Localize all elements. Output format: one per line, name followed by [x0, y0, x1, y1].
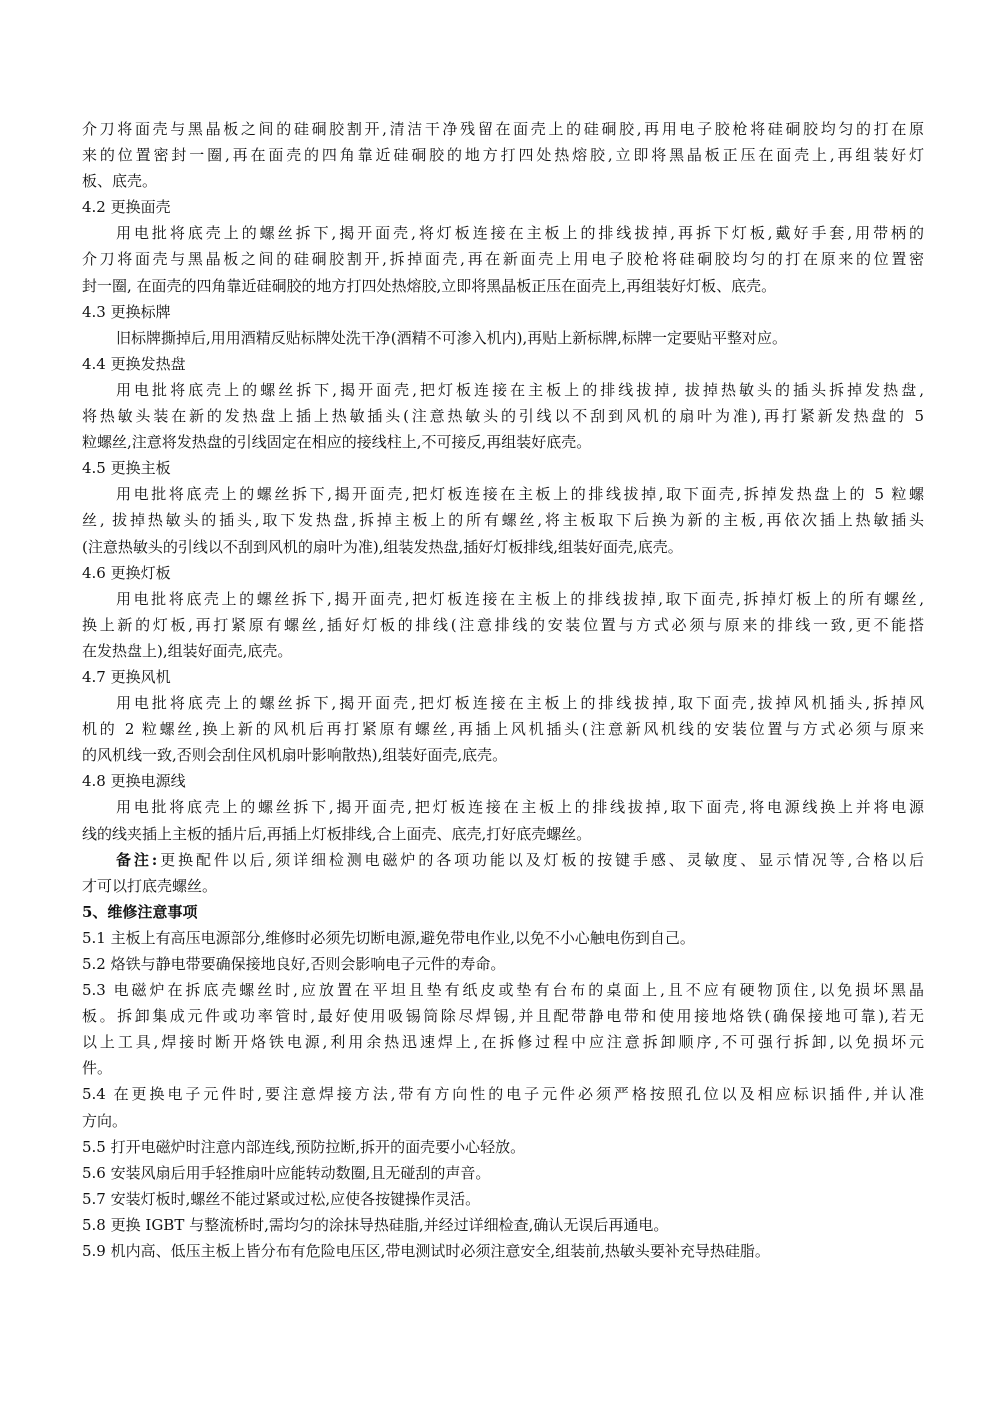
text-line — [82, 664, 924, 690]
text-line — [82, 429, 924, 455]
text-line — [82, 925, 924, 951]
line-text: 5.2 烙铁与静电带要确保接地良好,否则会影响电子元件的寿命。 — [82, 955, 506, 973]
line-text: 介刀将面壳与黑晶板之间的硅硐胶割开,拆掉面壳,再在新面壳上用电子胶枪将硅硐胶均匀的打在原来的位置密 — [82, 250, 924, 269]
line-text: 旧标牌撕掉后,用用酒精反贴标牌处洗干净(酒精不可渗入机内),再贴上新标牌,标牌一定要贴平整对应。 — [116, 328, 788, 347]
line-text: 将热敏头装在新的发热盘上插上热敏插头(注意热敏头的引线以不刮到风机的扇叶为准),再打紧新发热盘的 5 — [82, 407, 924, 426]
text-line — [82, 768, 924, 794]
text-line — [82, 273, 924, 299]
text-line — [82, 1212, 924, 1238]
line-text: 4.8 更换电源线 — [82, 772, 186, 791]
line-text: 以上工具,焊接时断开烙铁电源,利用余热迅速焊上,在拆修过程中应注意拆卸顺序,不可强行拆卸,以免损坏元 — [82, 1033, 924, 1052]
line-text: 换上新的灯板,再打紧原有螺丝,插好灯板的排线(注意排线的安装位置与方式必须与原来的排线一致,更不能搭 — [82, 615, 924, 634]
line-text: 丝, 拔掉热敏头的插头,取下发热盘,拆掉主板上的所有螺丝,将主板取下后换为新的主板,再依次插上热敏插头 — [82, 511, 924, 530]
text-line — [82, 1238, 924, 1264]
text-line — [82, 403, 924, 429]
text-line — [82, 1134, 924, 1160]
text-line — [82, 220, 924, 246]
text-line — [82, 586, 924, 612]
text-line — [82, 246, 924, 272]
line-text: 4.3 更换标牌 — [82, 302, 171, 321]
line-text: 用电批将底壳上的螺丝拆下,揭开面壳,把灯板连接在主板上的排线拔掉, 拔掉热敏头的插头拆掉发热盘, — [116, 380, 924, 399]
text-line — [82, 299, 924, 325]
text-line — [82, 742, 924, 768]
text-line — [82, 481, 924, 507]
line-text: 在发热盘上),组装好面壳,底壳。 — [82, 641, 293, 660]
text-line — [82, 1160, 924, 1186]
text-line — [82, 690, 924, 716]
line-text: 5.7 安装灯板时,螺丝不能过紧或过松,应使各按键操作灵活。 — [82, 1189, 481, 1208]
text-line — [82, 951, 924, 977]
line-text: 来的位置密封一圈,再在面壳的四角靠近硅硐胶的地方打四处热熔胶,立即将黑晶板正压在面壳上,再组装好灯 — [82, 146, 924, 165]
text-line — [82, 794, 924, 820]
text-line — [82, 1055, 924, 1081]
text-line — [82, 1081, 924, 1107]
line-text: 5.5 打开电磁炉时注意内部连线,预防拉断,拆开的面壳要小心轻放。 — [82, 1137, 526, 1156]
line-text: 介刀将面壳与黑晶板之间的硅硐胶割开,清洁干净残留在面壳上的硅硐胶,再用电子胶枪将硅硐胶均匀的打在原 — [82, 120, 924, 138]
text-line — [82, 1186, 924, 1212]
text-line — [82, 1003, 924, 1029]
line-text: 方向。 — [82, 1111, 128, 1130]
line-text: 5.4 在更换电子元件时,要注意焊接方法,带有方向性的电子元件必须严格按照孔位以及相应标识插件,并认准 — [82, 1085, 924, 1104]
line-text: 封一圈, 在面壳的四角靠近硅硐胶的地方打四处热熔胶,立即将黑晶板正压在面壳上,再组装好灯板、底壳。 — [82, 276, 777, 295]
line-text: 线的线夹插上主板的插片后,再插上灯板排线,合上面壳、底壳,打好底壳螺丝。 — [82, 824, 592, 843]
line-text: 4.2 更换面壳 — [82, 198, 171, 217]
text-line — [82, 1108, 924, 1134]
text-line — [82, 194, 924, 220]
line-text: 更换配件以后,须详细检测电磁炉的各项功能以及灯板的按键手感、灵敏度、显示情况等,合格以后 — [157, 850, 924, 869]
document-page — [82, 116, 924, 1264]
line-text: 板、底壳。 — [82, 172, 158, 191]
text-line — [82, 1029, 924, 1055]
text-line — [82, 507, 924, 533]
line-text: 用电批将底壳上的螺丝拆下,揭开面壳,把灯板连接在主板上的排线拔掉,取下面壳,将电源线换上并将电源 — [116, 798, 924, 817]
text-line — [82, 142, 924, 168]
text-line — [82, 977, 924, 1003]
line-text: 用电批将底壳上的螺丝拆下,揭开面壳,把灯板连接在主板上的排线拔掉,取下面壳,拆掉发热盘上的 5 粒螺 — [116, 485, 924, 504]
text-line — [82, 534, 924, 560]
line-text: 才可以打底壳螺丝。 — [82, 876, 218, 895]
line-text: 5.1 主板上有高压电源部分,维修时必须先切断电源,避免带电作业,以免不小心触电伤到自己。 — [82, 928, 695, 947]
text-line — [82, 716, 924, 742]
line-text: 5.3 电磁炉在拆底壳螺丝时,应放置在平坦且垫有纸皮或垫有台布的桌面上,且不应有硬物顶住,以免损坏黑晶 — [82, 981, 924, 1000]
text-line — [82, 873, 924, 899]
line-text: 用电批将底壳上的螺丝拆下,揭开面壳,把灯板连接在主板上的排线拔掉,取下面壳,拔掉风机插头,拆掉风 — [116, 694, 924, 713]
text-line — [82, 325, 924, 351]
line-text: 4.6 更换灯板 — [82, 563, 171, 582]
text-line — [82, 612, 924, 638]
line-text: (注意热敏头的引线以不刮到风机的扇叶为准),组装发热盘,插好灯板排线,组装好面壳,底壳。 — [82, 537, 683, 556]
text-line — [82, 847, 924, 873]
text-line — [82, 351, 924, 377]
line-text: 5、维修注意事项 — [82, 902, 198, 921]
line-text: 5.9 机内高、低压主板上皆分布有危险电压区,带电测试时必须注意安全,组装前,热敏头要补充导热硅脂。 — [82, 1242, 770, 1261]
text-line — [82, 638, 924, 664]
text-line — [82, 168, 924, 194]
note-label: 备注: — [116, 850, 158, 869]
section-heading — [82, 899, 924, 925]
line-text: 4.4 更换发热盘 — [82, 354, 186, 373]
line-text: 4.7 更换风机 — [82, 667, 171, 686]
line-text: 件。 — [82, 1059, 113, 1078]
line-text: 5.8 更换 IGBT 与整流桥时,需均匀的涂抹导热硅脂,并经过详细检查,确认无误后再通电。 — [82, 1215, 669, 1234]
line-text: 机的 2 粒螺丝,换上新的风机后再打紧原有螺丝,再插上风机插头(注意新风机线的安装位置与方式必须与原来 — [82, 720, 924, 739]
line-text: 粒螺丝,注意将发热盘的引线固定在相应的接线柱上,不可接反,再组装好底壳。 — [82, 433, 592, 452]
text-line — [82, 116, 924, 142]
line-text: 用电批将底壳上的螺丝拆下,揭开面壳,把灯板连接在主板上的排线拔掉,取下面壳,拆掉灯板上的所有螺丝, — [116, 589, 924, 608]
text-line — [82, 455, 924, 481]
line-text: 板。拆卸集成元件或功率管时,最好使用吸锡筒除尽焊锡,并且配带静电带和使用接地烙铁(确保接地可靠),若无 — [82, 1007, 924, 1026]
line-text: 的风机线一致,否则会刮住风机扇叶影响散热),组装好面壳,底壳。 — [82, 746, 508, 765]
text-line — [82, 821, 924, 847]
text-line — [82, 377, 924, 403]
text-line — [82, 560, 924, 586]
line-text: 5.6 安装风扇后用手轻推扇叶应能转动数圈,且无碰刮的声音。 — [82, 1163, 491, 1182]
line-text: 4.5 更换主板 — [82, 459, 171, 478]
line-text: 用电批将底壳上的螺丝拆下,揭开面壳,将灯板连接在主板上的排线拔掉,再拆下灯板,戴好手套,用带柄的 — [116, 224, 924, 243]
